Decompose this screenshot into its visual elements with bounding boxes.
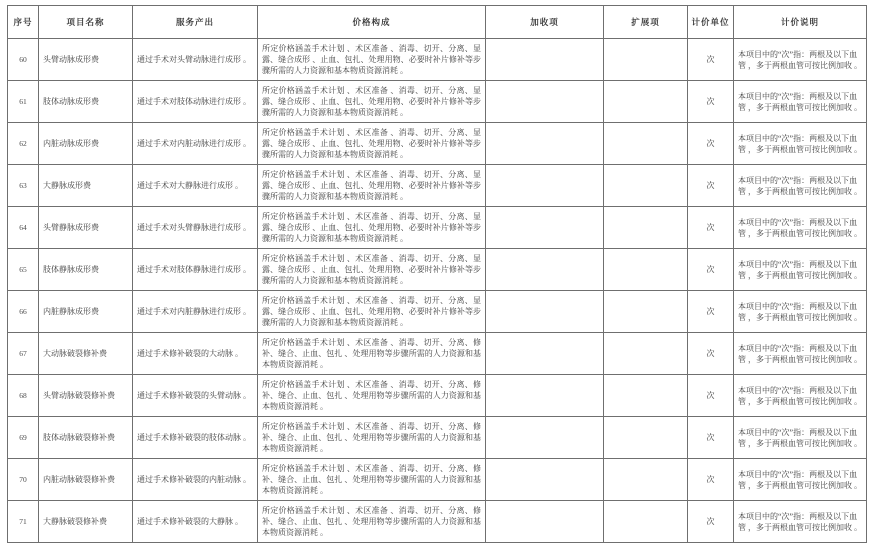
cell-price-composition: 所定价格涵盖手术计划 、术区准备 、消毒、切开、分离、显露、缝合成形 、止血、包扎、处理用物、必要时补片修补等步骤所需的人力资源和基本物质资源消耗 。 [258, 249, 486, 291]
cell-serial: 65 [8, 249, 39, 291]
cell-pricing-unit: 次 [688, 165, 734, 207]
cell-extension-item [604, 291, 688, 333]
cell-pricing-note: 本项目中的“次”指：两根及以下血管 ，多于两根血管可按比例加收 。 [734, 501, 867, 543]
cell-project-name: 内脏静脉成形费 [39, 291, 133, 333]
cell-extension-item [604, 375, 688, 417]
cell-extension-item [604, 123, 688, 165]
table-row [8, 249, 867, 291]
cell-addon-item [486, 501, 604, 543]
cell-pricing-unit: 次 [688, 459, 734, 501]
header-row [8, 6, 867, 39]
cell-serial: 63 [8, 165, 39, 207]
cell-price-composition: 所定价格涵盖手术计划 、术区准备 、消毒、切开、分离、修补、缝合、止血、包扎 、处理用物等步骤所需的人力资源和基本物质资源消耗 。 [258, 375, 486, 417]
cell-service-output: 通过手术对肢体静脉进行成形 。 [133, 249, 258, 291]
cell-price-composition: 所定价格涵盖手术计划 、术区准备 、消毒、切开、分离、显露、缝合成形 、止血、包扎、处理用物、必要时补片修补等步骤所需的人力资源和基本物质资源消耗 。 [258, 123, 486, 165]
cell-project-name: 肢体静脉成形费 [39, 249, 133, 291]
cell-pricing-note: 本项目中的“次”指：两根及以下血管 ，多于两根血管可按比例加收 。 [734, 459, 867, 501]
cell-price-composition: 所定价格涵盖手术计划 、术区准备 、消毒、切开、分离、显露、缝合成形 、止血、包扎、处理用物、必要时补片修补等步骤所需的人力资源和基本物质资源消耗 。 [258, 207, 486, 249]
cell-pricing-note: 本项目中的“次”指：两根及以下血管 ，多于两根血管可按比例加收 。 [734, 123, 867, 165]
cell-serial: 64 [8, 207, 39, 249]
cell-extension-item [604, 207, 688, 249]
cell-project-name: 头臂静脉成形费 [39, 207, 133, 249]
cell-serial: 67 [8, 333, 39, 375]
cell-price-composition: 所定价格涵盖手术计划 、术区准备 、消毒、切开、分离、显露、缝合成形 、止血、包扎、处理用物、必要时补片修补等步骤所需的人力资源和基本物质资源消耗 。 [258, 291, 486, 333]
cell-addon-item [486, 417, 604, 459]
cell-pricing-unit: 次 [688, 501, 734, 543]
cell-pricing-note: 本项目中的“次”指：两根及以下血管 ，多于两根血管可按比例加收 。 [734, 375, 867, 417]
cell-price-composition: 所定价格涵盖手术计划 、术区准备 、消毒、切开、分离、修补、缝合、止血、包扎 、处理用物等步骤所需的人力资源和基本物质资源消耗 。 [258, 417, 486, 459]
cell-project-name: 大静脉破裂修补费 [39, 501, 133, 543]
cell-extension-item [604, 165, 688, 207]
cell-addon-item [486, 39, 604, 81]
table-row [8, 417, 867, 459]
cell-serial: 71 [8, 501, 39, 543]
cell-project-name: 头臂动脉破裂修补费 [39, 375, 133, 417]
cell-pricing-note: 本项目中的“次”指：两根及以下血管 ，多于两根血管可按比例加收 。 [734, 291, 867, 333]
cell-serial: 66 [8, 291, 39, 333]
col-header-project-name: 项目名称 [39, 6, 133, 39]
cell-service-output: 通过手术对大静脉进行成形 。 [133, 165, 258, 207]
cell-addon-item [486, 165, 604, 207]
cell-service-output: 通过手术修补破裂的大静脉 。 [133, 501, 258, 543]
cell-serial: 68 [8, 375, 39, 417]
cell-price-composition: 所定价格涵盖手术计划 、术区准备 、消毒、切开、分离、显露、缝合成形 、止血、包扎、处理用物、必要时补片修补等步骤所需的人力资源和基本物质资源消耗 。 [258, 81, 486, 123]
table-row [8, 459, 867, 501]
cell-pricing-note: 本项目中的“次”指：两根及以下血管 ，多于两根血管可按比例加收 。 [734, 417, 867, 459]
cell-project-name: 内脏动脉成形费 [39, 123, 133, 165]
cell-price-composition: 所定价格涵盖手术计划 、术区准备 、消毒、切开、分离、显露、缝合成形 、止血、包扎、处理用物、必要时补片修补等步骤所需的人力资源和基本物质资源消耗 。 [258, 39, 486, 81]
cell-service-output: 通过手术修补破裂的头臂动脉 。 [133, 375, 258, 417]
cell-pricing-unit: 次 [688, 249, 734, 291]
cell-addon-item [486, 249, 604, 291]
cell-pricing-unit: 次 [688, 291, 734, 333]
cell-pricing-note: 本项目中的“次”指：两根及以下血管 ，多于两根血管可按比例加收 。 [734, 81, 867, 123]
col-header-serial: 序号 [8, 6, 39, 39]
cell-extension-item [604, 39, 688, 81]
cell-price-composition: 所定价格涵盖手术计划 、术区准备 、消毒、切开、分离、修补、缝合、止血、包扎 、处理用物等步骤所需的人力资源和基本物质资源消耗 。 [258, 333, 486, 375]
col-header-extension-item: 扩展项 [604, 6, 688, 39]
table-row [8, 501, 867, 543]
cell-pricing-note: 本项目中的“次”指：两根及以下血管 ，多于两根血管可按比例加收 。 [734, 249, 867, 291]
cell-addon-item [486, 123, 604, 165]
cell-service-output: 通过手术修补破裂的大动脉 。 [133, 333, 258, 375]
cell-addon-item [486, 81, 604, 123]
cell-extension-item [604, 501, 688, 543]
cell-serial: 60 [8, 39, 39, 81]
cell-extension-item [604, 417, 688, 459]
cell-pricing-note: 本项目中的“次”指：两根及以下血管 ，多于两根血管可按比例加收 。 [734, 39, 867, 81]
medical-price-table [7, 5, 867, 543]
cell-extension-item [604, 333, 688, 375]
cell-service-output: 通过手术修补破裂的肢体动脉 。 [133, 417, 258, 459]
col-header-price-composition: 价格构成 [258, 6, 486, 39]
cell-price-composition: 所定价格涵盖手术计划 、术区准备 、消毒、切开、分离、显露、缝合成形 、止血、包扎、处理用物、必要时补片修补等步骤所需的人力资源和基本物质资源消耗 。 [258, 165, 486, 207]
cell-addon-item [486, 207, 604, 249]
col-header-addon-item: 加收项 [486, 6, 604, 39]
cell-service-output: 通过手术对肢体动脉进行成形 。 [133, 81, 258, 123]
cell-addon-item [486, 375, 604, 417]
cell-addon-item [486, 459, 604, 501]
table-row [8, 333, 867, 375]
cell-serial: 70 [8, 459, 39, 501]
cell-service-output: 通过手术对头臂动脉进行成形 。 [133, 39, 258, 81]
table-body [8, 39, 867, 543]
col-header-pricing-note: 计价说明 [734, 6, 867, 39]
cell-extension-item [604, 81, 688, 123]
cell-addon-item [486, 333, 604, 375]
table-row [8, 291, 867, 333]
cell-serial: 69 [8, 417, 39, 459]
cell-pricing-unit: 次 [688, 417, 734, 459]
cell-service-output: 通过手术对内脏动脉进行成形 。 [133, 123, 258, 165]
table-row [8, 81, 867, 123]
cell-project-name: 内脏动脉破裂修补费 [39, 459, 133, 501]
cell-serial: 61 [8, 81, 39, 123]
cell-serial: 62 [8, 123, 39, 165]
cell-pricing-unit: 次 [688, 207, 734, 249]
table-row [8, 207, 867, 249]
cell-service-output: 通过手术修补破裂的内脏动脉 。 [133, 459, 258, 501]
cell-pricing-unit: 次 [688, 333, 734, 375]
table-row [8, 165, 867, 207]
cell-extension-item [604, 459, 688, 501]
cell-price-composition: 所定价格涵盖手术计划 、术区准备 、消毒、切开、分离、修补、缝合、止血、包扎 、处理用物等步骤所需的人力资源和基本物质资源消耗 。 [258, 459, 486, 501]
cell-project-name: 头臂动脉成形费 [39, 39, 133, 81]
cell-pricing-note: 本项目中的“次”指：两根及以下血管 ，多于两根血管可按比例加收 。 [734, 207, 867, 249]
cell-pricing-unit: 次 [688, 39, 734, 81]
cell-pricing-note: 本项目中的“次”指：两根及以下血管 ，多于两根血管可按比例加收 。 [734, 333, 867, 375]
cell-service-output: 通过手术对头臂静脉进行成形 。 [133, 207, 258, 249]
cell-project-name: 大动脉破裂修补费 [39, 333, 133, 375]
cell-extension-item [604, 249, 688, 291]
cell-service-output: 通过手术对内脏静脉进行成形 。 [133, 291, 258, 333]
cell-project-name: 肢体动脉破裂修补费 [39, 417, 133, 459]
table-row [8, 39, 867, 81]
table-row [8, 375, 867, 417]
cell-project-name: 肢体动脉成形费 [39, 81, 133, 123]
cell-price-composition: 所定价格涵盖手术计划 、术区准备 、消毒、切开、分离、修补、缝合、止血、包扎 、处理用物等步骤所需的人力资源和基本物质资源消耗 。 [258, 501, 486, 543]
col-header-service-output: 服务产出 [133, 6, 258, 39]
cell-pricing-note: 本项目中的“次”指：两根及以下血管 ，多于两根血管可按比例加收 。 [734, 165, 867, 207]
cell-pricing-unit: 次 [688, 81, 734, 123]
table-row [8, 123, 867, 165]
col-header-pricing-unit: 计价单位 [688, 6, 734, 39]
cell-pricing-unit: 次 [688, 375, 734, 417]
cell-addon-item [486, 291, 604, 333]
cell-project-name: 大静脉成形费 [39, 165, 133, 207]
cell-pricing-unit: 次 [688, 123, 734, 165]
